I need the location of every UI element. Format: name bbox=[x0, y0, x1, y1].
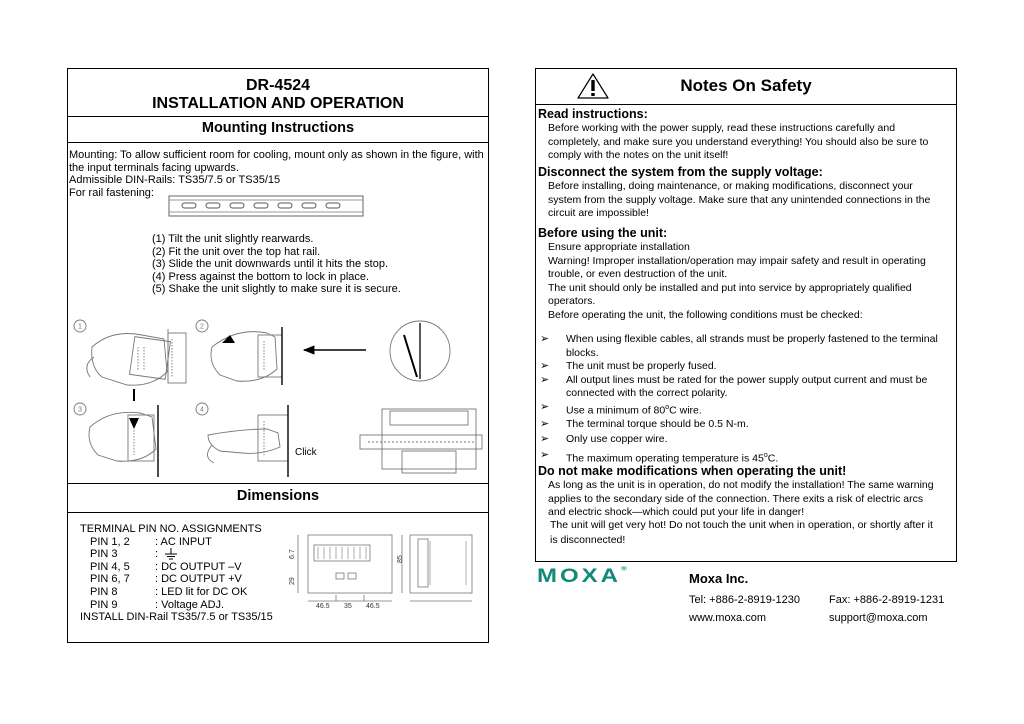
product-title: DR-4524 bbox=[245, 77, 311, 94]
mounting-steps: (1) Tilt the unit slightly rearwards. (2) Fit the unit over the top hat rail. (3) Slide the unit downwards until it hits the stop. (4) Press against the bottom to lock in place. (5) Shake the unit slightly to make sure it is secure. bbox=[152, 233, 401, 295]
list-item: ➢ The terminal torque should be 0.5 N-m. bbox=[540, 417, 749, 430]
divider bbox=[536, 104, 956, 105]
list-item: ➢ The unit must be properly fused. bbox=[540, 360, 717, 372]
safety-panel bbox=[535, 68, 957, 562]
divider bbox=[68, 483, 488, 484]
document-title: INSTALLATION AND OPERATION bbox=[152, 95, 404, 112]
bullet-icon: ➢ bbox=[540, 333, 550, 345]
pin-assignments: TERMINAL PIN NO. ASSIGNMENTS PIN 1, 2 : AC INPUT PIN 3 : PIN 4, 5 : DC OUTPUT –V PIN 6, 7 : DC OUTPUT +V PIN 8 : LED lit for DC OK PIN 9 : Voltage ADJ. INSTALL DIN-Rail TS35/7.5 or TS35/15 bbox=[80, 523, 273, 624]
mounting-illustration bbox=[72, 317, 484, 482]
bullet-icon: ➢ bbox=[540, 417, 550, 430]
click-label: Click bbox=[295, 447, 317, 458]
bullet-icon: ➢ bbox=[540, 433, 550, 445]
mounting-intro: Mounting: To allow sufficient room for cooling, mount only as shown in the figure, with the input terminals facing upwards. Admissible DIN-Rails: TS35/7.5 or TS35/15 For rail fastening: bbox=[69, 149, 484, 199]
read-text: Before working with the power supply, read these instructions carefully and completely, and make sure you understand everything! You should also be sure to comply with the notes on the unit itself! bbox=[548, 122, 929, 161]
bullet-icon: ➢ bbox=[540, 400, 550, 413]
company-name: Moxa Inc. bbox=[689, 571, 749, 586]
list-item: ➢ When using flexible cables, all strands must be properly fastened to the terminal blocks. bbox=[540, 333, 938, 359]
before-heading: Before using the unit: bbox=[538, 226, 668, 240]
step-label: 3 bbox=[78, 406, 82, 414]
nomod-heading: Do not make modifications when operating the unit! bbox=[538, 464, 847, 478]
list-item: ➢ The maximum operating temperature is 45$^o$C. bbox=[540, 448, 779, 464]
dimension-label: 6.7 bbox=[289, 549, 296, 559]
mounting-heading: Mounting Instructions bbox=[201, 120, 355, 136]
dimension-label: 46.5 bbox=[316, 603, 330, 610]
ground-icon bbox=[164, 548, 178, 560]
din-rail-figure bbox=[168, 193, 364, 219]
bullet-icon: ➢ bbox=[540, 373, 550, 386]
list-item: ➢ All output lines must be rated for the power supply output current and must be connected with the correct polarity. bbox=[540, 373, 928, 399]
step-label: 1 bbox=[78, 323, 82, 331]
dimension-label: 35 bbox=[344, 603, 352, 610]
list-item: ➢ Use a minimum of 80$^o$C wire. bbox=[540, 400, 702, 416]
divider bbox=[68, 116, 488, 117]
dimension-label: 46.5 bbox=[366, 603, 380, 610]
company-tel: Tel: +886-2-8919-1230 bbox=[689, 594, 800, 606]
dimension-drawing bbox=[278, 529, 484, 611]
company-email[interactable]: support@moxa.com bbox=[829, 612, 928, 624]
company-fax: Fax: +886-2-8919-1231 bbox=[829, 594, 945, 606]
divider bbox=[68, 142, 488, 143]
bullet-icon: ➢ bbox=[540, 448, 550, 461]
installation-panel bbox=[67, 68, 489, 643]
disconnect-heading: Disconnect the system from the supply voltage: bbox=[538, 165, 823, 179]
disconnect-text: Before installing, doing maintenance, or making modifications, disconnect your system from the supply voltage. Make sure that any unintended connections in the circuit are impossible! bbox=[548, 180, 931, 219]
safety-title: Notes On Safety bbox=[680, 76, 812, 95]
dimensions-heading: Dimensions bbox=[236, 488, 320, 504]
moxa-logo: MOXA® bbox=[537, 565, 627, 587]
conditions-list bbox=[540, 333, 954, 466]
bullet-icon: ➢ bbox=[540, 360, 550, 372]
hot-warning: The unit will get very hot! Do not touch the unit when in operation, or shortly after it is disconnected! bbox=[550, 519, 933, 546]
dimension-label: 29 bbox=[289, 577, 296, 585]
step-label: 2 bbox=[200, 323, 204, 331]
divider bbox=[68, 512, 488, 513]
list-item: ➢ Only use copper wire. bbox=[540, 433, 668, 445]
company-website[interactable]: www.moxa.com bbox=[689, 612, 767, 624]
figure-step-labels bbox=[78, 324, 204, 414]
read-heading: Read instructions: bbox=[538, 107, 648, 121]
before-text: Ensure appropriate installation Warning! Improper installation/operation may impair safety and result in operating trouble, or even destruction of the unit. The unit should only be installed and put into service by appropriately qualified operators. Before operating the unit, the following conditions must be checked: bbox=[548, 241, 926, 321]
dimension-label: 85 bbox=[397, 555, 404, 563]
nomod-text: As long as the unit is in operation, do not modify the installation! The same warning applies to the secondary side of the connection. There exits a risk of electric arcs and electric shock—which could put your life in danger! bbox=[548, 479, 934, 518]
step-label: 4 bbox=[200, 406, 204, 414]
